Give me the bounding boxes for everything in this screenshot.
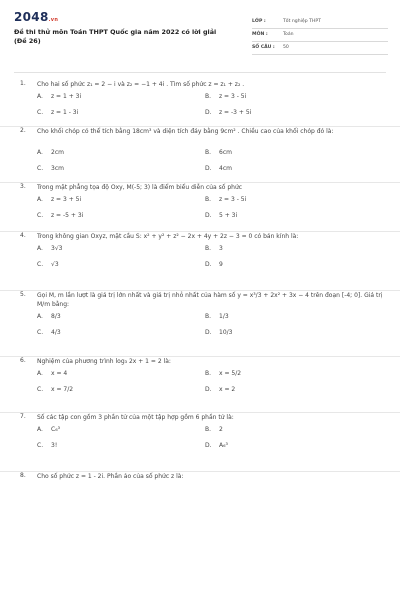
answer-option[interactable] <box>37 212 83 219</box>
page-header <box>0 0 400 62</box>
option-letter: A. <box>37 426 43 433</box>
option-letter: C. <box>37 386 44 393</box>
option-text: z = 1 - 3i <box>51 109 79 116</box>
option-letter: B. <box>205 93 212 100</box>
answer-option[interactable] <box>205 109 251 116</box>
answer-option[interactable] <box>205 212 237 219</box>
question-item <box>0 127 400 183</box>
meta-row-subject <box>252 29 388 42</box>
question-number: 4. <box>20 232 26 239</box>
meta-row-count <box>252 42 388 55</box>
answer-options <box>37 309 386 341</box>
option-text: 2cm <box>51 149 64 156</box>
answer-row <box>37 325 386 341</box>
answer-option[interactable] <box>205 442 228 449</box>
answer-option[interactable] <box>205 426 223 433</box>
option-text: C₆³ <box>51 426 60 433</box>
answer-row <box>37 438 386 454</box>
answer-options <box>37 366 386 398</box>
answer-option[interactable] <box>37 196 81 203</box>
meta-label: SỐ CÂU : <box>252 45 275 50</box>
question-text: Cho hai số phức z₁ = 2 − i và z₂ = −1 + 4i . Tìm số phức z = z₁ + z₂ . <box>37 81 245 88</box>
option-text: √3 <box>51 261 59 268</box>
answer-option[interactable] <box>205 149 232 156</box>
meta-value: Tốt nghiệp THPT <box>283 19 321 24</box>
option-text: 6cm <box>219 149 232 156</box>
option-text: 3√3 <box>51 245 63 252</box>
question-number: 6. <box>20 357 26 364</box>
exam-title-line2: (Đề 26) <box>14 37 41 45</box>
option-text: x = 2 <box>219 386 236 393</box>
answer-option[interactable] <box>37 426 60 433</box>
answer-option[interactable] <box>205 196 246 203</box>
question-text: Nghiệm của phương trình log₃ 2x + 1 = 2 là: <box>37 358 171 365</box>
question-number: 3. <box>20 183 26 190</box>
answer-option[interactable] <box>205 245 223 252</box>
meta-row-class <box>252 16 388 29</box>
option-letter: C. <box>37 329 44 336</box>
option-letter: D. <box>205 386 212 393</box>
answer-options <box>37 89 386 121</box>
answer-row <box>37 366 386 382</box>
exam-meta <box>252 16 388 55</box>
question-number: 7. <box>20 413 26 420</box>
question-number: 1. <box>20 80 26 87</box>
option-text: 3! <box>51 442 58 449</box>
question-item <box>0 232 400 291</box>
question-text: Cho số phức z = 1 - 2i. Phần ảo của số phức z là: <box>37 473 184 480</box>
option-letter: C. <box>37 165 44 172</box>
option-letter: D. <box>205 109 212 116</box>
option-text: 8/3 <box>51 313 61 320</box>
answer-row <box>37 422 386 438</box>
answer-option[interactable] <box>205 329 232 336</box>
logo-main: 2048 <box>14 10 49 24</box>
option-letter: B. <box>205 370 212 377</box>
question-text: Số các tập con gồm 3 phần tử của một tập hợp gồm 6 phần tử là: <box>37 414 234 421</box>
option-text: z = 3 - 5i <box>219 196 247 203</box>
answer-option[interactable] <box>37 165 64 172</box>
answer-row <box>37 192 386 208</box>
answer-option[interactable] <box>37 386 73 393</box>
option-text: z = 1 + 3i <box>51 93 82 100</box>
option-letter: C. <box>37 261 44 268</box>
option-text: 3 <box>219 245 223 252</box>
option-letter: C. <box>37 442 44 449</box>
answer-options <box>37 241 386 273</box>
question-text: Cho khối chóp có thể tích bằng 18cm³ và diện tích đáy bằng 9cm² . Chiều cao của khối chóp đó là: <box>37 128 334 135</box>
logo-suffix: .vn <box>48 17 59 23</box>
option-letter: A. <box>37 149 43 156</box>
answer-option[interactable] <box>37 149 64 156</box>
option-letter: D. <box>205 329 212 336</box>
answer-row <box>37 89 386 105</box>
question-text: Gọi M, m lần lượt là giá trị lớn nhất và giá trị nhỏ nhất của hàm số y = x³/3 + 2x² + 3x − 4 trên đoạn [-4; 0]. Giá trị M/m bằng: <box>37 292 383 308</box>
answer-option[interactable] <box>37 109 78 116</box>
option-letter: B. <box>205 313 212 320</box>
option-text: x = 7/2 <box>51 386 74 393</box>
answer-option[interactable] <box>205 261 223 268</box>
answer-row <box>37 241 386 257</box>
answer-options <box>37 145 386 177</box>
question-text: Trong không gian Oxyz, mặt cầu S: x² + y² + z² − 2x + 4y + 2z − 3 = 0 có bán kính là: <box>37 233 299 240</box>
option-letter: D. <box>205 261 212 268</box>
answer-option[interactable] <box>205 165 232 172</box>
option-text: 5 + 3i <box>219 212 238 219</box>
answer-options <box>37 422 386 454</box>
question-number: 2. <box>20 127 26 134</box>
option-text: x = 4 <box>51 370 68 377</box>
option-letter: A. <box>37 93 43 100</box>
option-letter: A. <box>37 313 43 320</box>
answer-row <box>37 208 386 224</box>
answer-option[interactable] <box>37 313 61 320</box>
question-item <box>0 183 400 232</box>
header-divider <box>14 72 386 73</box>
option-letter: B. <box>205 196 212 203</box>
answer-option[interactable] <box>37 370 67 377</box>
meta-label: LỚP : <box>252 19 266 24</box>
answer-option[interactable] <box>37 329 61 336</box>
option-letter: B. <box>205 149 212 156</box>
answer-option[interactable] <box>37 245 62 252</box>
option-text: 1/3 <box>219 313 229 320</box>
answer-row <box>37 309 386 325</box>
site-logo[interactable] <box>14 10 58 24</box>
option-text: x = 5/2 <box>219 370 242 377</box>
answer-option[interactable] <box>205 313 229 320</box>
option-text: z = -5 + 3i <box>51 212 84 219</box>
option-text: 4/3 <box>51 329 61 336</box>
option-letter: C. <box>37 109 44 116</box>
answer-option[interactable] <box>205 386 235 393</box>
answer-option[interactable] <box>37 93 81 100</box>
option-text: 2 <box>219 426 223 433</box>
option-letter: A. <box>37 196 43 203</box>
exam-title <box>14 28 239 46</box>
option-letter: D. <box>205 442 212 449</box>
meta-value: Toán <box>283 32 294 37</box>
answer-option[interactable] <box>37 442 57 449</box>
question-number: 8. <box>20 472 26 479</box>
answer-option[interactable] <box>205 93 246 100</box>
option-text: 10/3 <box>219 329 233 336</box>
option-letter: D. <box>205 212 212 219</box>
option-text: A₆³ <box>219 442 228 449</box>
exam-title-line1: Đề thi thử môn Toán THPT Quốc gia năm 2022 có lời giải <box>14 28 217 36</box>
option-letter: D. <box>205 165 212 172</box>
answer-row <box>37 257 386 273</box>
answer-row <box>37 105 386 121</box>
answer-options <box>37 192 386 224</box>
option-letter: B. <box>205 426 212 433</box>
option-letter: A. <box>37 245 43 252</box>
option-letter: A. <box>37 370 43 377</box>
option-text: z = 3 + 5i <box>51 196 82 203</box>
option-text: 3cm <box>51 165 64 172</box>
question-item <box>0 472 400 492</box>
option-text: 4cm <box>219 165 232 172</box>
meta-label: MÔN : <box>252 32 268 37</box>
question-item <box>0 357 400 413</box>
answer-option[interactable] <box>205 370 241 377</box>
meta-value: 50 <box>283 45 289 50</box>
answer-row <box>37 382 386 398</box>
option-letter: C. <box>37 212 44 219</box>
answer-row <box>37 145 386 161</box>
option-text: z = 3 - 5i <box>219 93 247 100</box>
option-text: 9 <box>219 261 223 268</box>
answer-option[interactable] <box>37 261 59 268</box>
question-text: Trong mặt phẳng tọa độ Oxy, M(-5; 3) là điểm biểu diễn của số phức <box>37 184 243 191</box>
question-item <box>0 80 400 127</box>
question-item <box>0 413 400 472</box>
answer-row <box>37 161 386 177</box>
option-text: z = -3 + 5i <box>219 109 252 116</box>
option-letter: B. <box>205 245 212 252</box>
question-number: 5. <box>20 291 26 298</box>
question-item <box>0 291 400 357</box>
